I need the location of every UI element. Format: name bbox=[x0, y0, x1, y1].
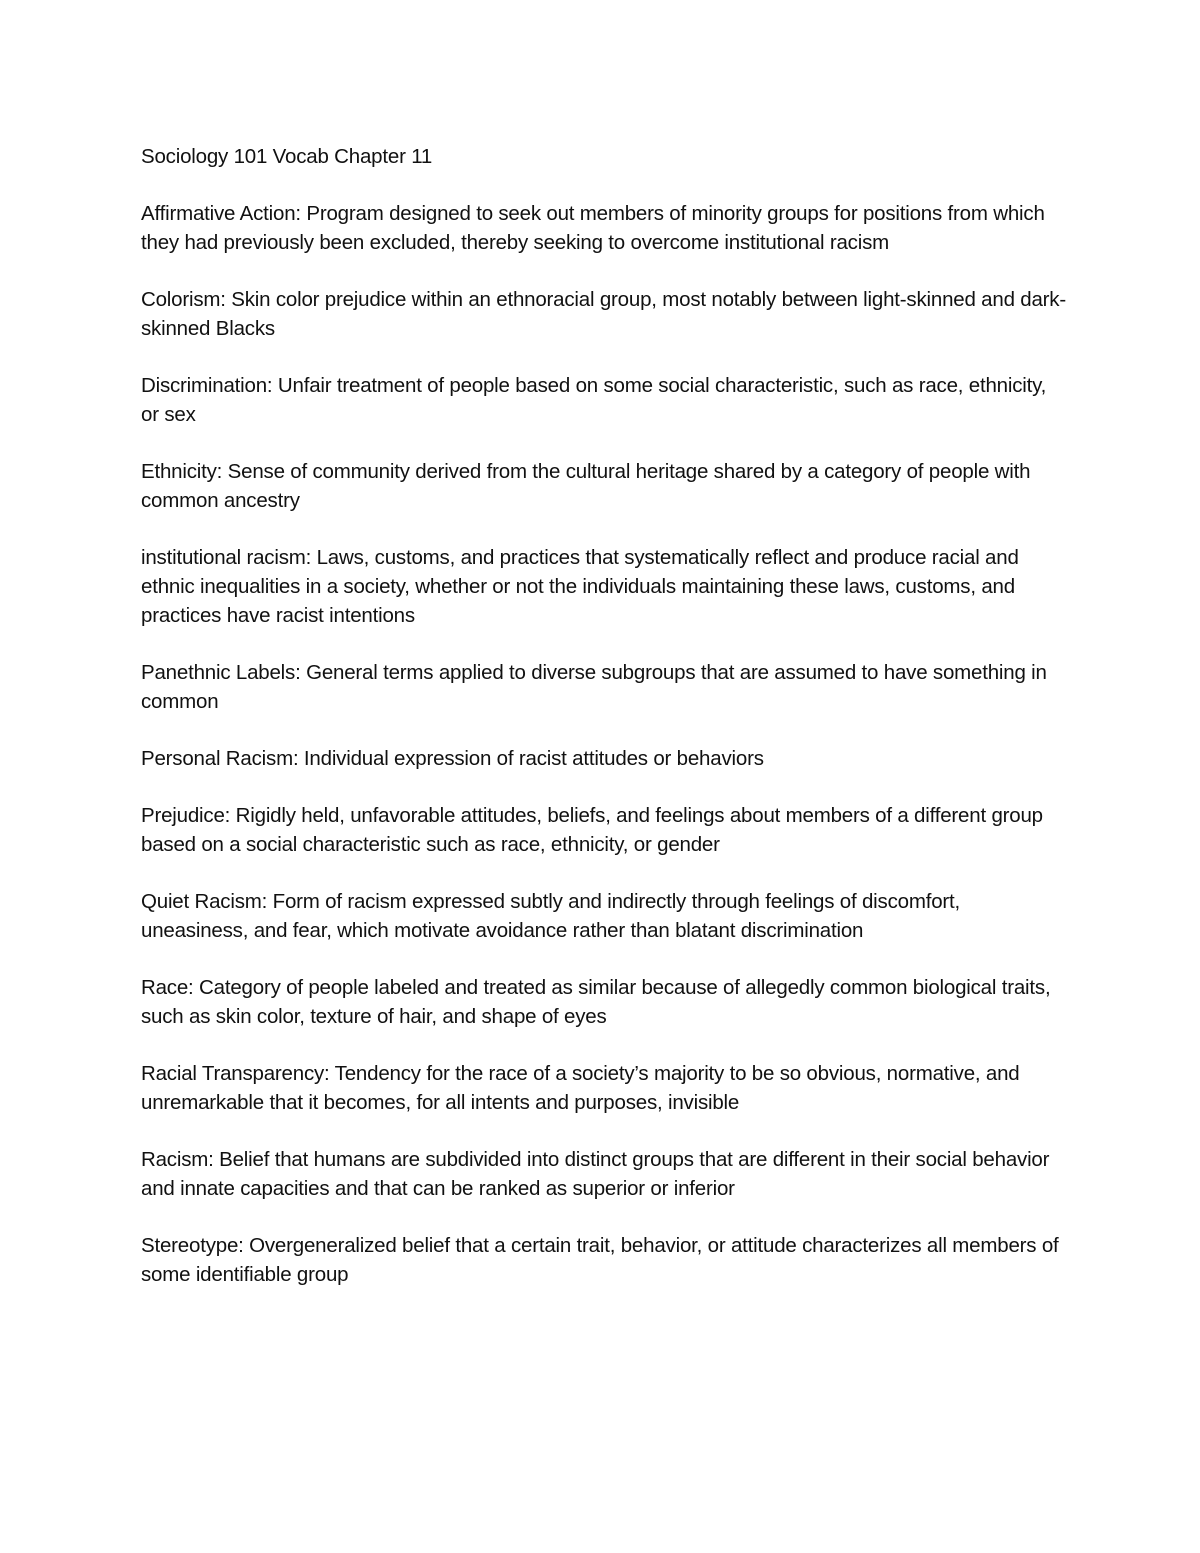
vocab-entry-text: Quiet Racism: Form of racism expressed subtly and indirectly through feelings of discomfort, uneasiness, and fear, which motivate avoidance rather than blatant discrimination bbox=[141, 890, 961, 942]
vocab-entry-text: Panethnic Labels: General terms applied to diverse subgroups that are assumed to have something in common bbox=[141, 661, 1047, 713]
vocab-entry-racism bbox=[141, 1145, 1066, 1203]
vocab-entry-affirmative-action bbox=[141, 199, 1066, 257]
vocab-entry-discrimination bbox=[141, 371, 1066, 429]
vocab-entry-racial-transparency bbox=[141, 1059, 1066, 1117]
vocab-entry-text: Ethnicity: Sense of community derived from the cultural heritage shared by a category of people with common ancestry bbox=[141, 460, 1031, 512]
vocab-entry-ethnicity bbox=[141, 457, 1066, 515]
document-body bbox=[141, 142, 1066, 1317]
vocab-entry-text: Race: Category of people labeled and treated as similar because of allegedly common biological traits, such as skin color, texture of hair, and shape of eyes bbox=[141, 976, 1051, 1028]
vocab-entry-stereotype bbox=[141, 1231, 1066, 1289]
vocab-entry-text: Racial Transparency: Tendency for the race of a society’s majority to be so obvious, normative, and unremarkable that it becomes, for all intents and purposes, invisible bbox=[141, 1062, 1020, 1114]
vocab-entry-prejudice bbox=[141, 801, 1066, 859]
vocab-entry-quiet-racism bbox=[141, 887, 1066, 945]
vocab-entry-text: Stereotype: Overgeneralized belief that a certain trait, behavior, or attitude characterizes all members of some identifiable group bbox=[141, 1234, 1059, 1286]
vocab-entry-text: Colorism: Skin color prejudice within an ethnoracial group, most notably between light-skinned and dark-skinned Blacks bbox=[141, 288, 1066, 340]
vocab-entry-text: Racism: Belief that humans are subdivided into distinct groups that are different in their social behavior and innate capacities and that can be ranked as superior or inferior bbox=[141, 1148, 1050, 1200]
vocab-entry-text: institutional racism: Laws, customs, and practices that systematically reflect and produce racial and ethnic inequalities in a society, whether or not the individuals maintaining these laws, customs, and practices have racist intentions bbox=[141, 546, 1019, 627]
vocab-entry-text: Affirmative Action: Program designed to seek out members of minority groups for positions from which they had previously been excluded, thereby seeking to overcome institutional racism bbox=[141, 202, 1045, 254]
vocab-entry-institutional-racism bbox=[141, 543, 1066, 630]
vocab-entry-text: Discrimination: Unfair treatment of people based on some social characteristic, such as race, ethnicity, or sex bbox=[141, 374, 1047, 426]
vocab-entry-race bbox=[141, 973, 1066, 1031]
vocab-entry-colorism bbox=[141, 285, 1066, 343]
vocab-entry-text: Personal Racism: Individual expression of racist attitudes or behaviors bbox=[141, 747, 764, 770]
vocab-entry-text: Prejudice: Rigidly held, unfavorable attitudes, beliefs, and feelings about members of a different group based on a social characteristic such as race, ethnicity, or gender bbox=[141, 804, 1043, 856]
document-title: Sociology 101 Vocab Chapter 11 bbox=[141, 145, 433, 168]
vocab-entry-panethnic-labels bbox=[141, 658, 1066, 716]
vocab-entry-personal-racism bbox=[141, 744, 1066, 773]
